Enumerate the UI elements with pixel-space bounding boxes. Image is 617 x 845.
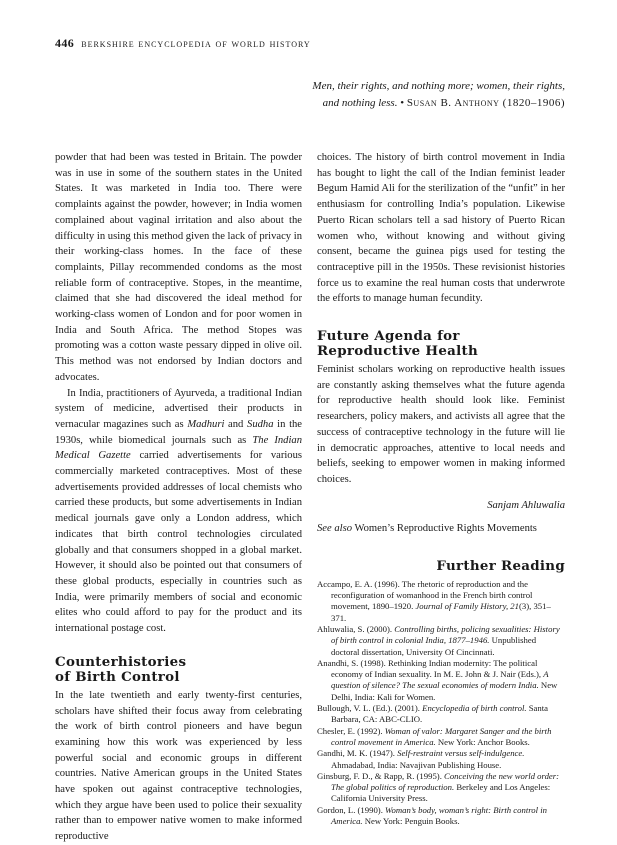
heading-line2: Reproductive Health: [317, 343, 479, 360]
epigraph-bullet: •: [400, 97, 405, 109]
para2-text-c: carried advertisements for various commercially marketed contraceptives. Most of these advertisements provided addresses of local chemists who carried these products, but some advertisements in Indian medical journals gave only a London address, which indicates that birth control technologies circulated globally and that consumers shopped in a global market. However, it should also be pointed out that consumers of these global products, especially in countries such as India, were primarily members of social and economic elites who could afford to pay for the product and its international postage cost.: [55, 450, 303, 635]
reference-item: [317, 726, 565, 749]
ref-title: Self-restraint versus self-indulgence.: [397, 748, 525, 759]
ref-title: Conceiving the new world order: The global politics of reproduction.: [331, 770, 560, 793]
ref-text: New Delhi, India: Kali for Women.: [331, 680, 558, 702]
ref-text: Berkeley and Los Angeles: California University Press.: [331, 782, 551, 804]
magazine-madhuri: Madhuri: [187, 418, 225, 430]
epigraph-quote-line2: and nothing less.: [322, 97, 398, 109]
epigraph-quote-line1: Men, their rights, and nothing more; women, their rights,: [312, 80, 565, 92]
heading-line2: of Birth Control: [55, 668, 180, 685]
ref-text: New York: Penguin Books.: [362, 816, 460, 826]
reference-item: [317, 658, 565, 703]
ref-text: Gordon, L. (1990).: [317, 804, 386, 815]
para2-and: and: [224, 418, 248, 430]
article-author: Sanjam Ahluwalia: [487, 499, 565, 511]
left-column: [55, 150, 302, 845]
ref-title: Journal of Family History, 21: [415, 601, 519, 612]
ref-text: Gandhi, M. K. (1947).: [317, 748, 398, 759]
left-paragraph-3: In the late twentieth and early twenty-first centuries, scholars have shifted their focus away from celebrating the work of birth control pioneers and have begun examining how this work was experienced by less powerful social and economic groups in different countries. Native American groups in the United States have spoken out against contraceptive technologies, which they argue have been used to police their sexuality rather than to empower native women to make informed reproductive: [55, 689, 302, 843]
ref-title: Woman of valor: Margaret Sanger and the birth control movement in America.: [331, 725, 552, 747]
further-reading-heading: Further Reading: [436, 558, 565, 575]
reference-item: [317, 805, 565, 828]
running-head: [55, 36, 311, 51]
journal-title: The Indian Medical Gazette: [55, 434, 302, 462]
ref-text: Ginsburg, F. D., & Rapp, R. (1995).: [317, 770, 445, 781]
right-paragraph-2: Feminist scholars working on reproductive health issues are constantly asking themselves what the future agenda for reproductive health should look like. Feminist researchers, policy makers, and activists all agree that the success of contraceptive technology in the future will lie in democratic approaches, attentive to local needs and beliefs, seeking to empower women in making informed choices.: [317, 364, 565, 485]
magazine-sudha: Sudha: [247, 418, 274, 430]
heading-line1: Counterhistories: [55, 653, 187, 670]
ref-text: New York: Anchor Books.: [435, 736, 530, 747]
right-paragraph-1: choices. The history of birth control movement in India has bought to light the call of the Indian feminist leader Begum Hamid Ali for the sterilization of the “unfit” in her enthusiasm for controlling India’s population. Likewise Puerto Rican scholars tell a sad history of Puerto Rican women who, without knowing and without giving consent, became the guinea pigs used for testing the contraceptive pill in the 1950s. These revisionist histories force us to examine the real human costs that underwrote the efforts to manage human fecundity.: [317, 152, 565, 305]
left-paragraph-2: [55, 386, 302, 637]
ref-text: Bullough, V. L. (Ed.). (2001).: [317, 703, 423, 714]
para2-text-a: In India, practitioners of Ayurveda, a traditional Indian system of medicine, advertised their products in vernacular magazines such as: [55, 387, 302, 430]
page-number: 446: [55, 36, 75, 50]
reference-item: [317, 703, 565, 726]
ref-text: Ahluwalia, S. (2000).: [317, 623, 395, 634]
reference-item: [317, 579, 565, 624]
see-also-label: See also: [317, 523, 353, 535]
see-also-link[interactable]: Women’s Reproductive Rights Movements: [352, 523, 537, 535]
ref-title: A question of silence? The sexual economies of modern India.: [331, 669, 549, 691]
see-also: [317, 521, 565, 537]
section-heading-counterhistories: [55, 655, 302, 685]
epigraph-attribution: Susan B. Anthony (1820–1906): [406, 97, 565, 109]
left-paragraph-1: powder that had been was tested in Britain. The powder was in use in some of the southern states in the United States. It was marketed in India too. There were complaints against the powder, however; in India women complained about vaginal irritation and also about the difficulty in using this method given the lack of privacy in their working-class homes. In the face of these complaints, Pillay recommended condoms as the most reliable form of contraceptive. Stopes, in the meantime, claimed that she had discovered the ideal method for working-class women of London and for poor women in India and South Africa. The method Stopes was promoting was a cotton waste pessary dipped in olive oil. This method was not endorsed by Indian doctors and advocates.: [55, 152, 302, 383]
ref-text: Santa Barbara, CA: ABC-CLIO.: [331, 703, 549, 725]
ref-title: Controlling births, policing sexualities: History of birth control in colonial India, 1877–1946.: [331, 623, 560, 646]
heading-line1: Future Agenda for: [317, 328, 460, 345]
right-column: [317, 150, 565, 827]
ref-title: Encyclopedia of birth control.: [422, 703, 527, 714]
reference-item: [317, 748, 565, 771]
ref-text: Chesler, E. (1992).: [317, 725, 385, 736]
running-title: berkshire encyclopedia of world history: [81, 38, 311, 50]
ref-text: Ahmadabad, India: Navajivan Publishing House.: [331, 759, 502, 770]
ref-text: (3), 351–371.: [331, 601, 551, 623]
ref-text: Accampo, E. A. (1996). The rhetoric of reproduction and the reconfiguration of womanhood in the French birth control movement, 1890–1920.: [317, 578, 533, 612]
references-list: [317, 579, 565, 828]
reference-item: [317, 624, 565, 658]
ref-text: Anandhi, S. (1998). Rethinking Indian modernity: The political economy of Indian sexuality. In M. E. John & J. Nair (Eds.),: [317, 657, 544, 680]
section-heading-future-agenda: [317, 329, 565, 359]
ref-title: Woman’s body, woman’s right: Birth control in America.: [331, 804, 547, 826]
epigraph: [245, 78, 565, 112]
para2-text-b: in the 1930s, while biomedical journals such as: [55, 418, 303, 446]
ref-text: Unpublished doctoral dissertation, University Of Cincinnati.: [331, 635, 537, 657]
